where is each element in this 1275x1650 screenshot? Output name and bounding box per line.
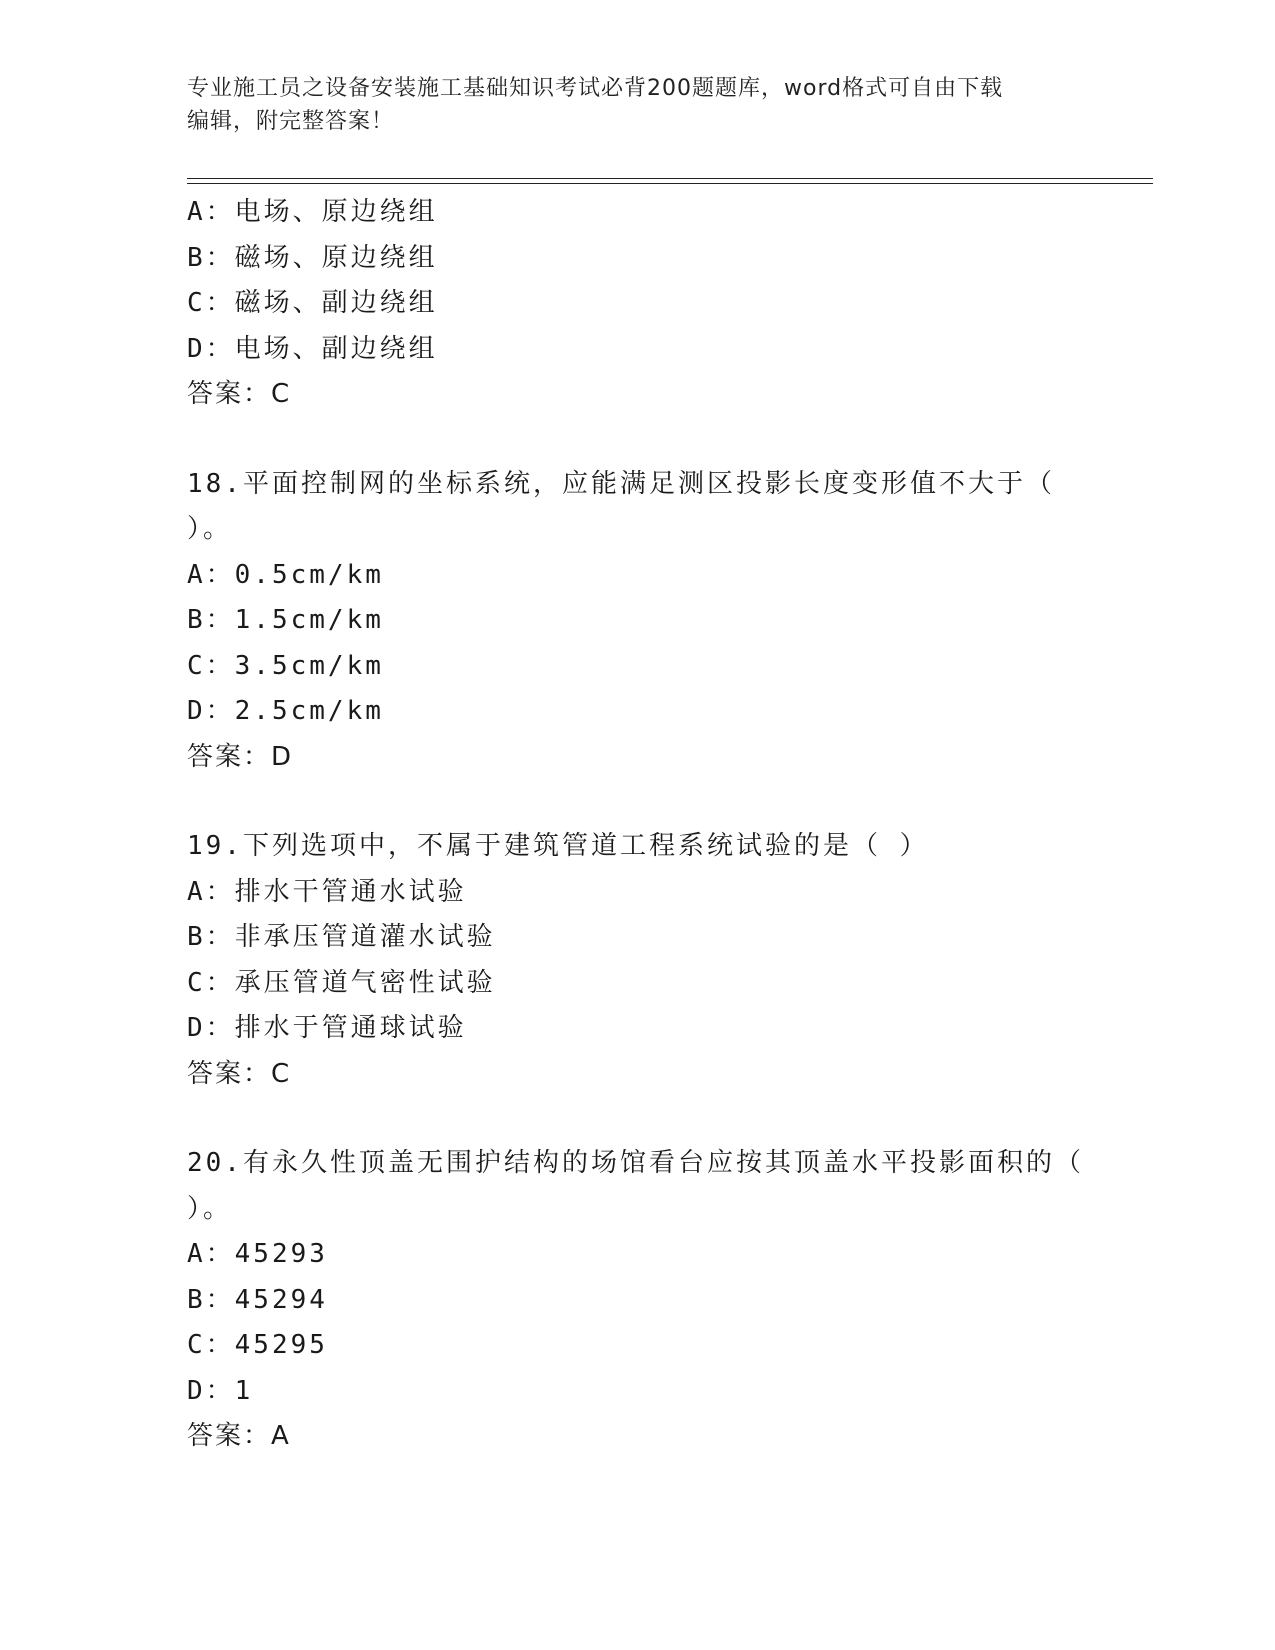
option-d: D：排水于管通球试验 [187, 1013, 467, 1043]
option-d: D：1 [187, 1375, 254, 1406]
spacer [187, 1097, 1087, 1141]
document-header [187, 72, 1067, 138]
option-d: D：2.5cm/km [187, 696, 384, 726]
question-text-continued: ）。 [187, 514, 233, 544]
option-d: D：电场、副边绕组 [187, 333, 438, 364]
question-19 [187, 824, 1087, 1097]
question-text-continued: ）。 [187, 1193, 233, 1224]
option-a: A：排水干管通水试验 [187, 876, 467, 907]
option-c: C：45295 [187, 1330, 328, 1360]
option-c: C：承压管道气密性试验 [187, 967, 496, 998]
option-a: A：0.5cm/km [187, 559, 384, 590]
spacer [187, 418, 1087, 462]
question-20 [187, 1141, 1087, 1460]
question-18 [187, 462, 1087, 781]
header-rule-bottom [187, 183, 1153, 184]
option-b: B：45294 [187, 1284, 328, 1315]
option-a: A：电场、原边绕组 [187, 197, 438, 227]
header-rule-top [187, 178, 1153, 179]
question-17 [187, 190, 1087, 418]
answer: 答案：C [187, 379, 292, 409]
question-text: 18.平面控制网的坐标系统，应能满足测区投影长度变形值不大于（ [187, 468, 1055, 499]
spacer [187, 780, 1087, 824]
option-c: C：磁场、副边绕组 [187, 288, 438, 318]
question-text: 19.下列选项中，不属于建筑管道工程系统试验的是（ ） [187, 831, 929, 861]
question-list [187, 190, 1087, 1460]
header-title-line2: 编辑，附完整答案！ [187, 109, 395, 134]
answer: 答案：A [187, 1421, 291, 1451]
option-b: B：磁场、原边绕组 [187, 242, 438, 273]
answer: 答案：D [187, 741, 294, 772]
option-a: A：45293 [187, 1239, 328, 1269]
header-title-line1: 专业施工员之设备安装施工基础知识考试必背200题题库，word格式可自由下载 [187, 76, 1004, 101]
option-b: B：非承压管道灌水试验 [187, 922, 496, 952]
option-c: C：3.5cm/km [187, 650, 384, 681]
option-b: B：1.5cm/km [187, 605, 384, 635]
answer: 答案：C [187, 1058, 292, 1089]
question-text: 20.有永久性顶盖无围护结构的场馆看台应按其顶盖水平投影面积的（ [187, 1148, 1084, 1178]
